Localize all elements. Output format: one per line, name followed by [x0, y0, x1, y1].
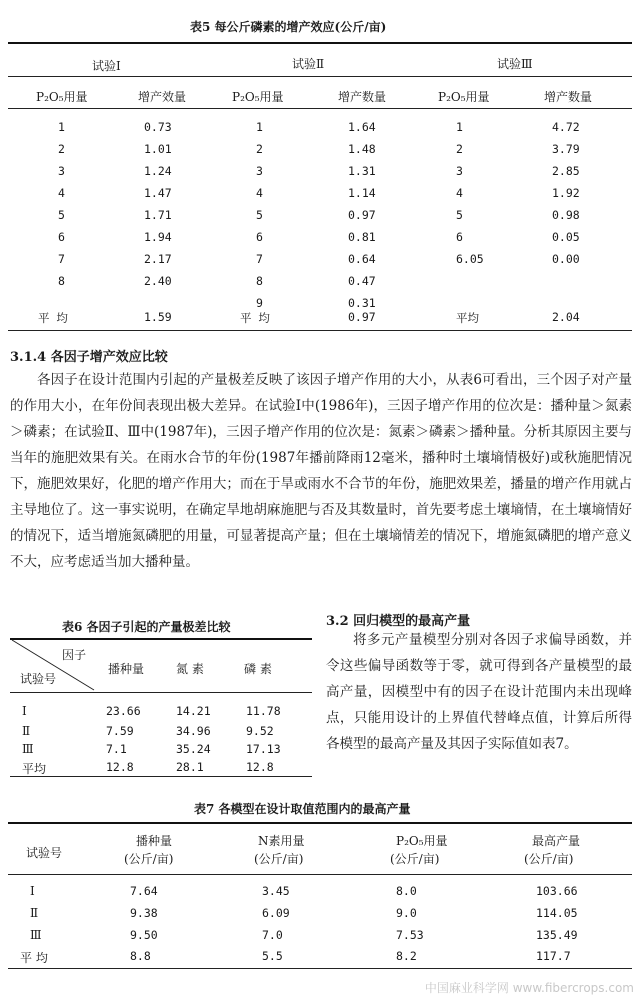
table5-cell: 1.14 — [348, 186, 376, 200]
table5-header-6: 增产数量 — [544, 90, 593, 104]
table5-cell: 4 — [456, 186, 463, 200]
table5-cell: 1.94 — [144, 230, 172, 244]
table7-cell: 135.49 — [536, 928, 578, 942]
table6-cell: Ⅱ — [22, 724, 31, 738]
table5-cell: 2 — [456, 142, 463, 156]
table7-cell: 103.66 — [536, 884, 578, 898]
table6-cell: 11.78 — [246, 704, 281, 718]
table6-cell: 平均 — [22, 762, 47, 776]
table6-cell: 23.66 — [106, 704, 141, 718]
table7-header-trial: 试验号 — [26, 846, 63, 860]
table7-cell: 8.8 — [130, 949, 151, 963]
table5-cell: 1.31 — [348, 164, 376, 178]
table5-cell: 1.01 — [144, 142, 172, 156]
table5-header-rule — [8, 108, 632, 109]
table5-cell: 1.24 — [144, 164, 172, 178]
table5-group-rule — [8, 76, 632, 77]
table6-cell: 35.24 — [176, 742, 211, 756]
table6-diagonal-line — [0, 0, 1, 1]
table7-bottom-rule — [8, 968, 632, 969]
table5-cell: 1.47 — [144, 186, 172, 200]
table7-header-max: 最高产量 — [532, 834, 581, 848]
table6-cell: Ⅲ — [22, 742, 34, 756]
table5-cell: 1.92 — [552, 186, 580, 200]
table5-cell: 1 — [58, 120, 65, 134]
table6-cell: 7.1 — [106, 742, 127, 756]
table5-group-1: 试验Ⅰ — [92, 59, 121, 73]
table5-cell: 0.05 — [552, 230, 580, 244]
table7-cell: 9.50 — [130, 928, 158, 942]
table5-cell: 0.73 — [144, 120, 172, 134]
table7-cell: 7.64 — [130, 884, 158, 898]
table5-group-2: 试验Ⅱ — [292, 57, 325, 71]
table7-header-p: P₂O₅用量 — [396, 834, 448, 848]
table5-cell: 0.81 — [348, 230, 376, 244]
table5-avg-cell: 1.59 — [144, 310, 172, 324]
table6-header-rule — [10, 692, 312, 693]
table5-cell: 2.85 — [552, 164, 580, 178]
table7-header-seeding: 播种量 — [136, 834, 173, 848]
table5-cell: 0.00 — [552, 252, 580, 266]
table7-header-rule — [8, 874, 632, 875]
table5-cell: 4 — [256, 186, 263, 200]
table5-header-3: P₂O₅用量 — [232, 90, 284, 104]
table5-group-3: 试验Ⅲ — [497, 57, 533, 71]
table5-cell: 3 — [256, 164, 263, 178]
table5-cell: 5 — [256, 208, 263, 222]
section-32-paragraph: 将多元产量模型分别对各因子求偏导函数，并令这些偏导函数等于零，就可得到各产量模型的最高产量，因模型中有的因子在设计范围内未出现峰点，只能用设计的上界值代替峰点值，计算后所得各模型的最高产量及其因子实际值如表7。 — [326, 632, 632, 752]
table5-cell: 2 — [58, 142, 65, 156]
table7-header-n: N素用量 — [258, 834, 305, 848]
table7-top-rule — [8, 822, 632, 824]
table7-cell: Ⅲ — [30, 928, 42, 942]
table5-cell: 1.48 — [348, 142, 376, 156]
table5-cell: 0.64 — [348, 252, 376, 266]
table6-top-rule — [10, 638, 312, 640]
table7-cell: 9.38 — [130, 906, 158, 920]
table5-cell: 7 — [256, 252, 263, 266]
table5-header-1: P₂O₅用量 — [36, 90, 88, 104]
table5-avg-cell: 0.97 — [348, 310, 376, 324]
table5-cell: 3 — [58, 164, 65, 178]
section-314-paragraph: 各因子在设计范围内引起的产量极差反映了该因子增产作用的大小，从表6可看出，三个因子对产量的作用大小，在年份间表现出极大差异。在试验Ⅰ中(1986年)，三因子增产作用的位次是：播种量＞氮素＞磷素；在试验Ⅱ、Ⅲ中(1987年)，三因子增产作用的位次是：氮素＞磷素＞播种量。分析其原因主要与当年的施肥效果有关。在雨水合节的年份(1987年播前降雨12毫米，播种时土壤墒情极好)或秋施肥情况下，施肥效果好，化肥的增产作用大；而在于旱或雨水不合节的年份，施肥效果差，播量的增产作用就占主导地位了。这一事实说明，在确定旱地胡麻施肥与否及其数量时，首先要考虑土壤墒情，在土壤墒情好的情况下，适当增施氮磷肥的用量，可显著提高产量；但在土壤墒情差的情况下，增施氮磷肥的增产意义不大，应考虑适当加大播种量。 — [10, 372, 632, 570]
table6-cell: 14.21 — [176, 704, 211, 718]
table6-cell: 9.52 — [246, 724, 274, 738]
table5-cell: 0.97 — [348, 208, 376, 222]
table6-header-1: 播种量 — [108, 662, 145, 676]
table5-cell: 6 — [256, 230, 263, 244]
table5-cell: 8 — [58, 274, 65, 288]
table5-avg-cell: 平 均 — [240, 311, 270, 325]
table5-header-4: 增产数量 — [338, 90, 387, 104]
table6-corner-factor: 因子 — [62, 648, 87, 662]
table5-cell: 2.40 — [144, 274, 172, 288]
table5-cell: 0.31 — [348, 296, 376, 310]
table7-cell: 7.53 — [396, 928, 424, 942]
table6-header-3: 磷 素 — [244, 662, 272, 676]
table6-cell: 12.8 — [106, 760, 134, 774]
table5-cell: 6.05 — [456, 252, 484, 266]
table7-cell: 117.7 — [536, 949, 571, 963]
table5-cell: 1.64 — [348, 120, 376, 134]
table6-caption: 表6 各因子引起的产量极差比较 — [62, 620, 231, 634]
table5-top-rule — [8, 42, 632, 44]
table5-caption: 表5 每公斤磷素的增产效应(公斤/亩) — [190, 20, 387, 34]
table7-header-seeding-unit: (公斤/亩) — [124, 852, 174, 866]
table5-cell: 4.72 — [552, 120, 580, 134]
table5-cell: 5 — [456, 208, 463, 222]
table6-cell: 28.1 — [176, 760, 204, 774]
table6-cell: 17.13 — [246, 742, 281, 756]
table5-header-5: P₂O₅用量 — [438, 90, 490, 104]
table7-cell: 3.45 — [262, 884, 290, 898]
table5-cell: 3 — [456, 164, 463, 178]
table7-cell: 7.0 — [262, 928, 283, 942]
table5-avg-cell: 2.04 — [552, 310, 580, 324]
table5-bottom-rule — [8, 330, 632, 331]
table7-cell: 114.05 — [536, 906, 578, 920]
table5-cell: 7 — [58, 252, 65, 266]
table6-corner-trial: 试验号 — [20, 672, 57, 686]
table7-cell: Ⅱ — [30, 906, 39, 920]
table7-header-max-unit: (公斤/亩) — [524, 852, 574, 866]
table5-header-2: 增产效量 — [138, 90, 187, 104]
table5-cell: 4 — [58, 186, 65, 200]
table7-cell: 8.2 — [396, 949, 417, 963]
table5-avg-cell: 平 均 — [38, 311, 68, 325]
table5-avg-cell: 平均 — [456, 311, 479, 325]
table5-cell: 9 — [256, 296, 263, 310]
table5-cell: 8 — [256, 274, 263, 288]
table7-cell: 8.0 — [396, 884, 417, 898]
section-314-heading: 3.1.4 各因子增产效应比较 — [10, 350, 168, 365]
table5-cell: 2.17 — [144, 252, 172, 266]
section-32-heading: 3.2 回归模型的最高产量 — [326, 614, 471, 629]
table5-cell: 6 — [58, 230, 65, 244]
table5-cell: 0.47 — [348, 274, 376, 288]
table5-cell: 5 — [58, 208, 65, 222]
table6-cell: 12.8 — [246, 760, 274, 774]
table7-header-p-unit: (公斤/亩) — [390, 852, 440, 866]
table5-cell: 6 — [456, 230, 463, 244]
table5-cell: 1.71 — [144, 208, 172, 222]
table5-cell: 3.79 — [552, 142, 580, 156]
table6-header-2: 氮 素 — [176, 662, 204, 676]
watermark: 中国麻业科学网 www.fibercrops.com — [424, 981, 634, 995]
table6-cell: Ⅰ — [22, 704, 27, 718]
table7-cell: 平 均 — [20, 951, 48, 965]
table5-cell: 2 — [256, 142, 263, 156]
table7-cell: 6.09 — [262, 906, 290, 920]
table7-header-n-unit: (公斤/亩) — [254, 852, 304, 866]
table7-cell: 5.5 — [262, 949, 283, 963]
table7-cell: 9.0 — [396, 906, 417, 920]
table6-bottom-rule — [10, 776, 312, 777]
table5-cell: 1 — [256, 120, 263, 134]
table5-cell: 0.98 — [552, 208, 580, 222]
table5-cell: 1 — [456, 120, 463, 134]
table7-caption: 表7 各模型在设计取值范围内的最高产量 — [194, 802, 411, 816]
table7-cell: Ⅰ — [30, 884, 35, 898]
table6-cell: 7.59 — [106, 724, 134, 738]
table6-cell: 34.96 — [176, 724, 211, 738]
